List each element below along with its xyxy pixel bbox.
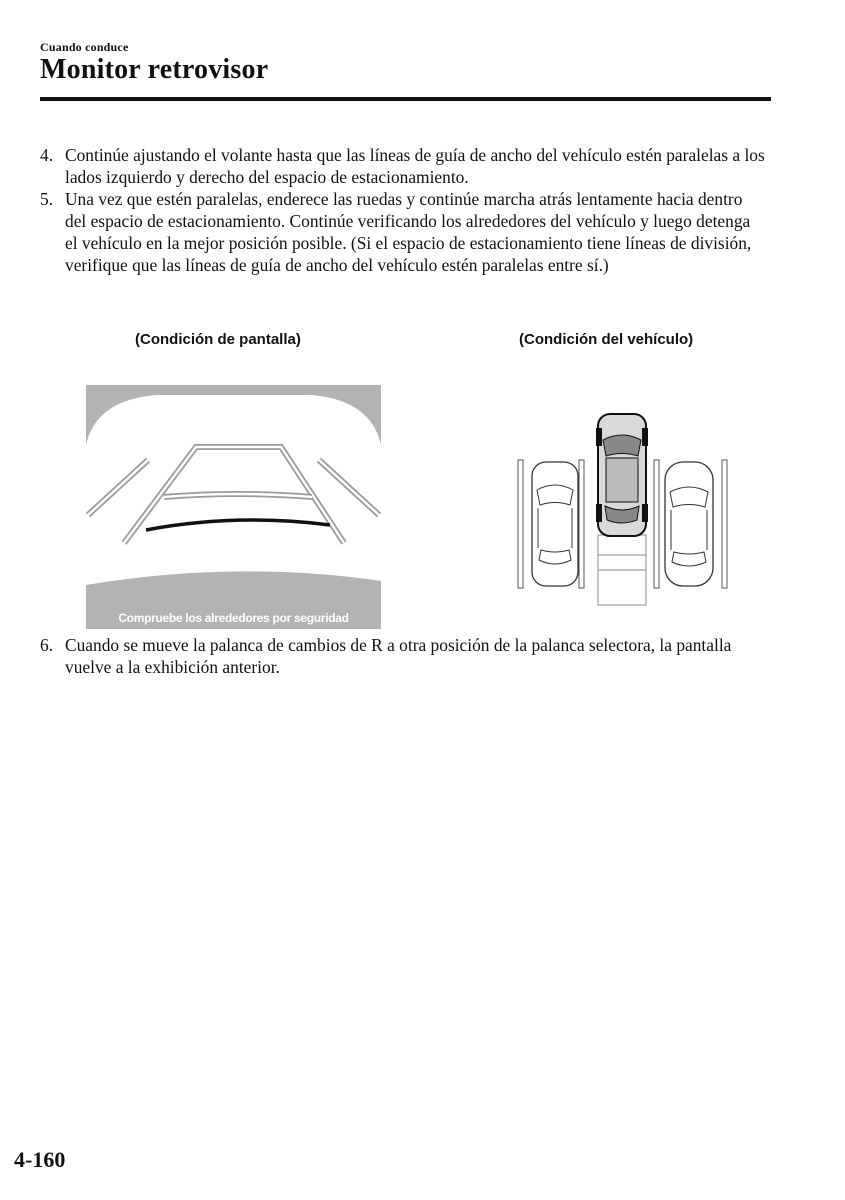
page-title: Monitor retrovisor [40,54,269,85]
step-number: 6. [40,635,54,655]
screen-condition-caption: (Condición de pantalla) [135,331,301,348]
step-text: Una vez que estén paralelas, enderece las ruedas y continúe marcha atrás lentamente hacia dentro del espacio de estacionamiento. Continúe verificando los alrededores del vehículo y luego detenga el vehículo en la mejor posición posible. (Si el espacio de estacionamiento tiene líneas de división, verifique que las líneas de guía de ancho del vehículo estén paralelas entre sí.) [65,189,752,275]
parking-top-view [512,410,737,610]
step-item [40,144,765,188]
reversing-car [596,414,648,536]
screen-warning-text: Compruebe los alrededores por seguridad [118,611,349,625]
parking-line-center-right [654,460,659,588]
parked-car-left [532,462,578,586]
camera-view-drawing [86,385,381,629]
vehicle-condition-caption: (Condición del vehículo) [519,331,694,348]
rear-camera-screen-illustration [86,385,381,629]
camera-view-area [86,395,381,585]
step-number: 4. [40,145,54,165]
step-text: Continúe ajustando el volante hasta que las líneas de guía de ancho del vehículo estén paralelas a los lados izquierdo y derecho del espacio de estacionamiento. [65,145,765,187]
step-number: 5. [40,189,54,209]
parking-line-center-left [579,460,584,588]
section-label: Cuando conduce [40,40,129,54]
title-divider [40,97,771,101]
parking-line-left [518,460,523,588]
step-item [40,634,765,678]
step-item [40,188,765,276]
instruction-steps-continued [40,634,765,678]
vehicle-condition-illustration [512,410,737,610]
parking-line-right [722,460,727,588]
instruction-steps [40,144,765,276]
page-number: 4-160 [14,1147,66,1172]
step-text: Cuando se mueve la palanca de cambios de R a otra posición de la palanca selectora, la pantalla vuelve a la exhibición anterior. [65,635,732,677]
parked-car-right [665,462,713,586]
